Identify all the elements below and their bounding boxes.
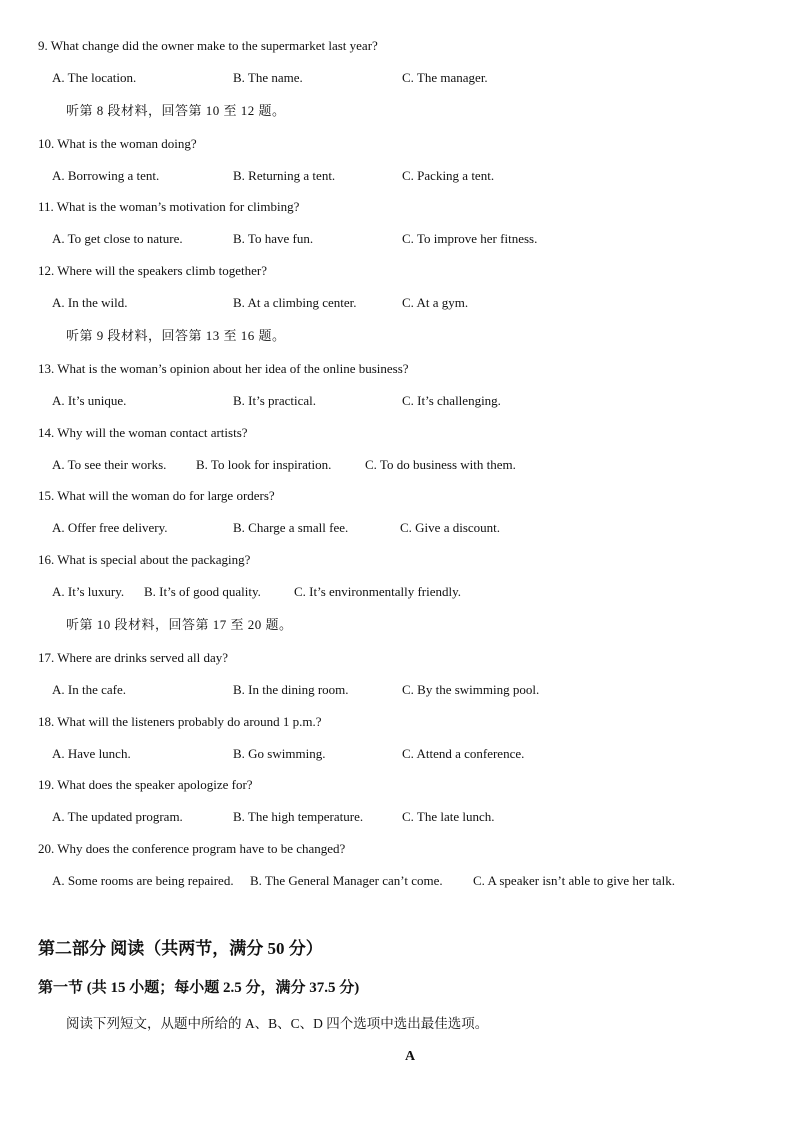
q12-option-a: A. In the wild. <box>52 295 128 310</box>
q10-option-a: A. Borrowing a tent. <box>52 168 160 183</box>
q9-option-a: A. The location. <box>52 70 137 85</box>
question-20: 20. Why does the conference program have to be changed? <box>38 841 346 856</box>
q13-option-b: B. It’s practical. <box>233 393 317 408</box>
listening-instruction-8: 听第 8 段材料，回答第 10 至 12 题。 <box>66 103 286 118</box>
q20-option-a: A. Some rooms are being repaired. <box>52 873 234 888</box>
part2-title: 第二部分 阅读（共两节，满分 50 分） <box>38 939 323 958</box>
question-19: 19. What does the speaker apologize for? <box>38 777 253 792</box>
q19-option-c: C. The late lunch. <box>402 809 495 824</box>
q15-option-b: B. Charge a small fee. <box>233 520 349 535</box>
q17-option-a: A. In the cafe. <box>52 682 126 697</box>
question-13: 13. What is the woman’s opinion about her idea of the online business? <box>38 361 409 376</box>
question-9: 9. What change did the owner make to the supermarket last year? <box>38 38 378 53</box>
q15-option-a: A. Offer free delivery. <box>52 520 168 535</box>
q18-option-b: B. Go swimming. <box>233 746 326 761</box>
q19-option-b: B. The high temperature. <box>233 809 364 824</box>
q16-option-a: A. It’s luxury. <box>52 584 125 599</box>
listening-instruction-10: 听第 10 段材料，回答第 17 至 20 题。 <box>66 617 293 632</box>
q20-option-b: B. The General Manager can’t come. <box>250 873 443 888</box>
question-12: 12. Where will the speakers climb together? <box>38 263 267 278</box>
q16-option-c: C. It’s environmentally friendly. <box>294 584 462 599</box>
q13-option-c: C. It’s challenging. <box>402 393 501 408</box>
q13-option-a: A. It’s unique. <box>52 393 127 408</box>
q10-option-b: B. Returning a tent. <box>233 168 336 183</box>
q20-option-c: C. A speaker isn’t able to give her talk. <box>473 873 675 888</box>
q11-option-a: A. To get close to nature. <box>52 231 183 246</box>
q14-option-a: A. To see their works. <box>52 457 167 472</box>
question-16: 16. What is special about the packaging? <box>38 552 251 567</box>
q10-option-c: C. Packing a tent. <box>402 168 495 183</box>
q11-option-b: B. To have fun. <box>233 231 314 246</box>
q18-option-c: C. Attend a conference. <box>402 746 525 761</box>
q12-option-c: C. At a gym. <box>402 295 469 310</box>
q17-option-c: C. By the swimming pool. <box>402 682 540 697</box>
listening-instruction-9: 听第 9 段材料，回答第 13 至 16 题。 <box>66 328 286 343</box>
q18-option-a: A. Have lunch. <box>52 746 131 761</box>
question-18: 18. What will the listeners probably do around 1 p.m.? <box>38 714 322 729</box>
section1-title: 第一节 (共 15 小题；每小题 2.5 分，满分 37.5 分) <box>38 980 360 996</box>
reading-instruction: 阅读下列短文，从题中所给的 A、B、C、D 四个选项中选出最佳选项。 <box>66 1016 489 1031</box>
question-10: 10. What is the woman doing? <box>38 136 197 151</box>
q9-option-b: B. The name. <box>233 70 303 85</box>
q9-option-c: C. The manager. <box>402 70 488 85</box>
question-11: 11. What is the woman’s motivation for climbing? <box>38 199 300 214</box>
q11-option-c: C. To improve her fitness. <box>402 231 538 246</box>
passage-label: A <box>405 1049 416 1064</box>
q14-option-b: B. To look for inspiration. <box>196 457 332 472</box>
question-14: 14. Why will the woman contact artists? <box>38 425 248 440</box>
q16-option-b: B. It’s of good quality. <box>144 584 261 599</box>
q12-option-b: B. At a climbing center. <box>233 295 357 310</box>
q17-option-b: B. In the dining room. <box>233 682 349 697</box>
question-17: 17. Where are drinks served all day? <box>38 650 228 665</box>
q14-option-c: C. To do business with them. <box>365 457 516 472</box>
question-15: 15. What will the woman do for large orders? <box>38 488 275 503</box>
q19-option-a: A. The updated program. <box>52 809 183 824</box>
q15-option-c: C. Give a discount. <box>400 520 501 535</box>
